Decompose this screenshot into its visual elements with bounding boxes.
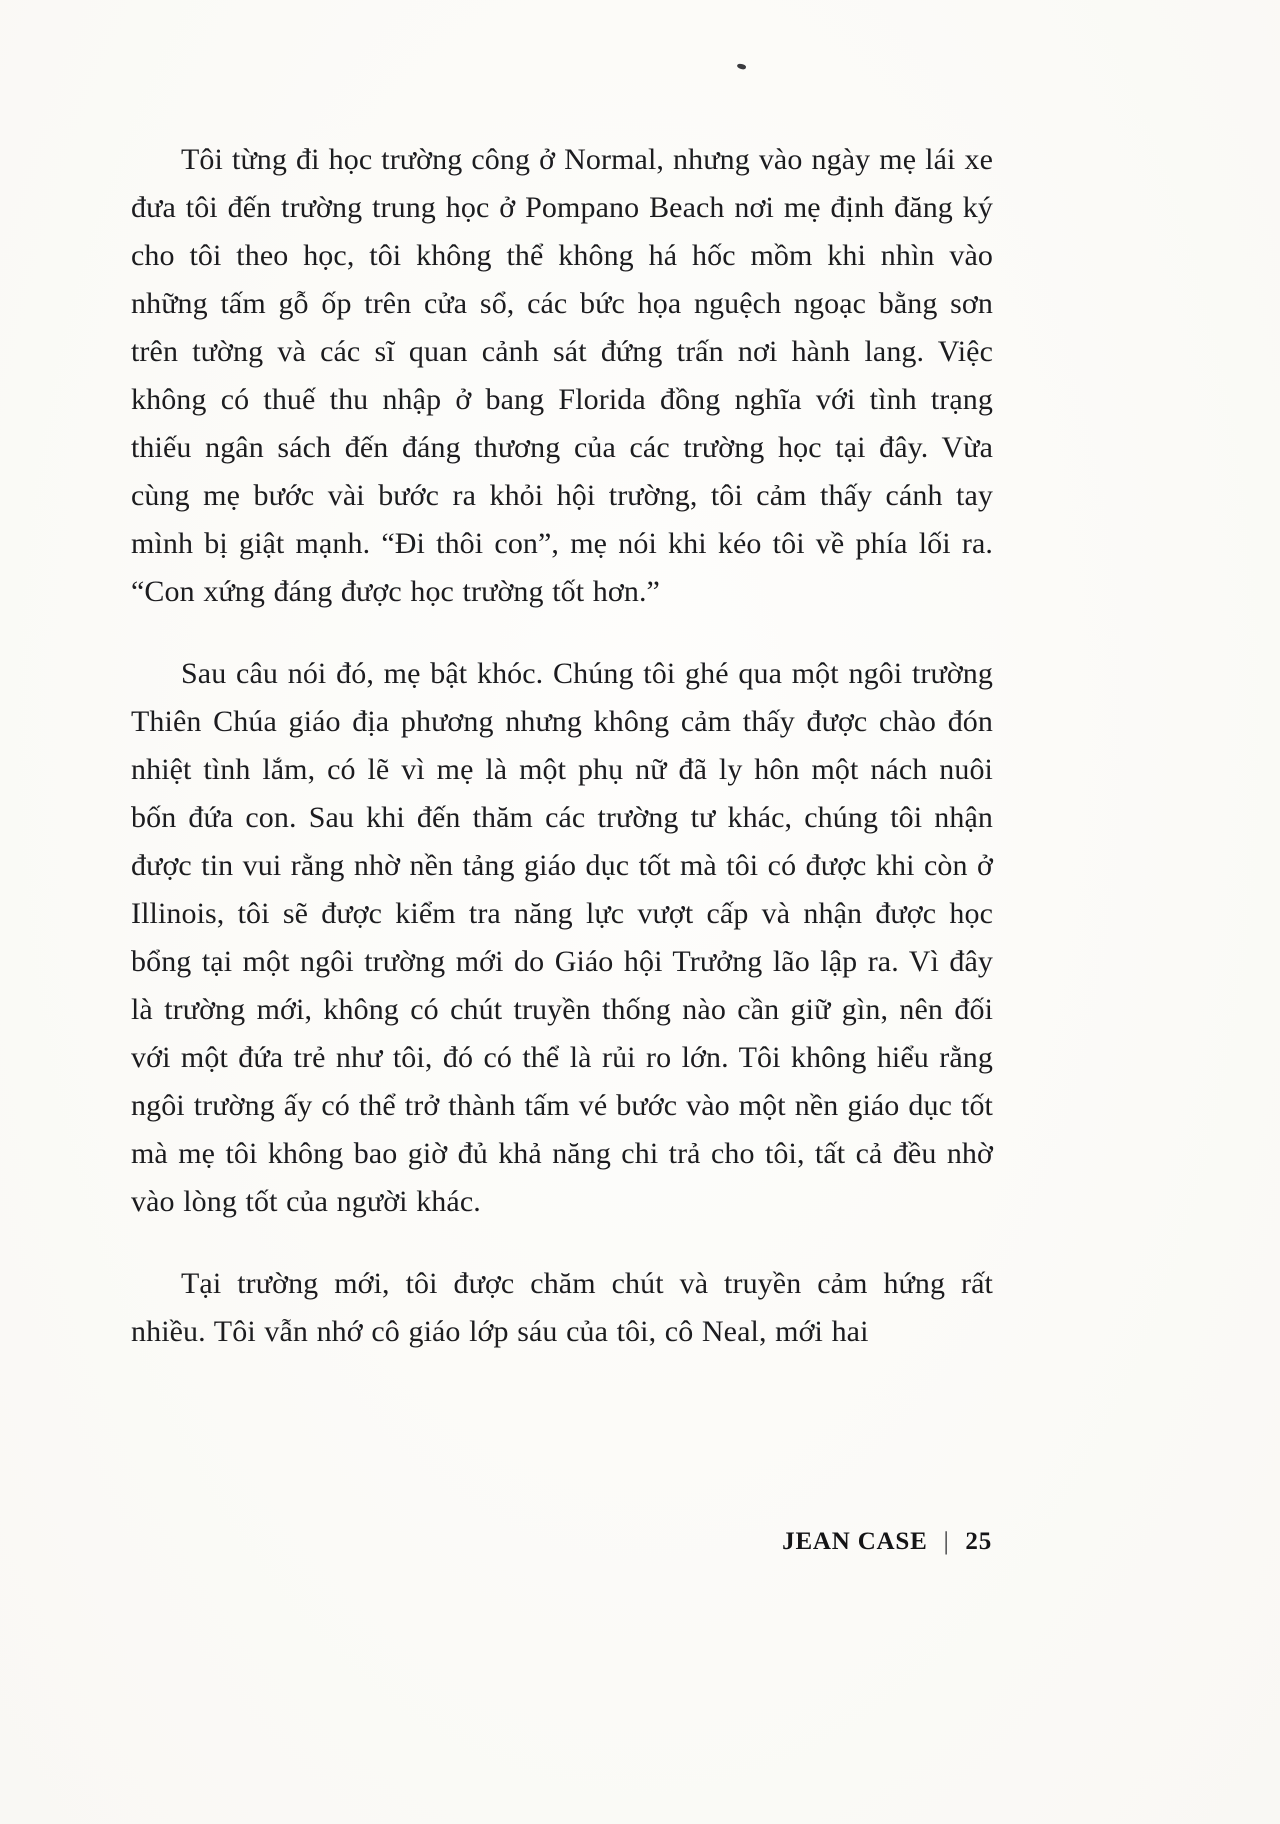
footer-page-number: 25 [965, 1528, 992, 1555]
page-content [131, 136, 993, 1390]
page-footer [782, 1528, 992, 1556]
paragraph-1: Tôi từng đi học trường công ở Normal, nhưng vào ngày mẹ lái xe đưa tôi đến trường trung học ở Pompano Beach nơi mẹ định đăng ký cho tôi theo học, tôi không thể không há hốc mồm khi nhìn vào những tấm gỗ ốp trên cửa sổ, các bức họa nguệch ngoạc bằng sơn trên tường và các sĩ quan cảnh sát đứng trấn nơi hành lang. Việc không có thuế thu nhập ở bang Florida đồng nghĩa với tình trạng thiếu ngân sách đến đáng thương của các trường học tại đây. Vừa cùng mẹ bước vài bước ra khỏi hội trường, tôi cảm thấy cánh tay mình bị giật mạnh. “Đi thôi con”, mẹ nói khi kéo tôi về phía lối ra. “Con xứng đáng được học trường tốt hơn.” [131, 143, 993, 608]
paragraph-2: Sau câu nói đó, mẹ bật khóc. Chúng tôi ghé qua một ngôi trường Thiên Chúa giáo địa phương nhưng không cảm thấy được chào đón nhiệt tình lắm, có lẽ vì mẹ là một phụ nữ đã ly hôn một nách nuôi bốn đứa con. Sau khi đến thăm các trường tư khác, chúng tôi nhận được tin vui rằng nhờ nền tảng giáo dục tốt mà tôi có được khi còn ở Illinois, tôi sẽ được kiểm tra năng lực vượt cấp và nhận được học bổng tại một ngôi trường mới do Giáo hội Trưởng lão lập ra. Vì đây là trường mới, không có chút truyền thống nào cần giữ gìn, nên đối với một đứa trẻ như tôi, đó có thể là rủi ro lớn. Tôi không hiểu rằng ngôi trường ấy có thể trở thành tấm vé bước vào một nền giáo dục tốt mà mẹ tôi không bao giờ đủ khả năng chi trả cho tôi, tất cả đều nhờ vào lòng tốt của người khác. [131, 657, 993, 1218]
paragraph-3: Tại trường mới, tôi được chăm chút và truyền cảm hứng rất nhiều. Tôi vẫn nhớ cô giáo lớp sáu của tôi, cô Neal, mới hai [131, 1267, 993, 1348]
footer-separator: | [943, 1528, 950, 1555]
footer-book-title: JEAN CASE [782, 1528, 928, 1555]
scan-artifact-mark [736, 63, 746, 71]
